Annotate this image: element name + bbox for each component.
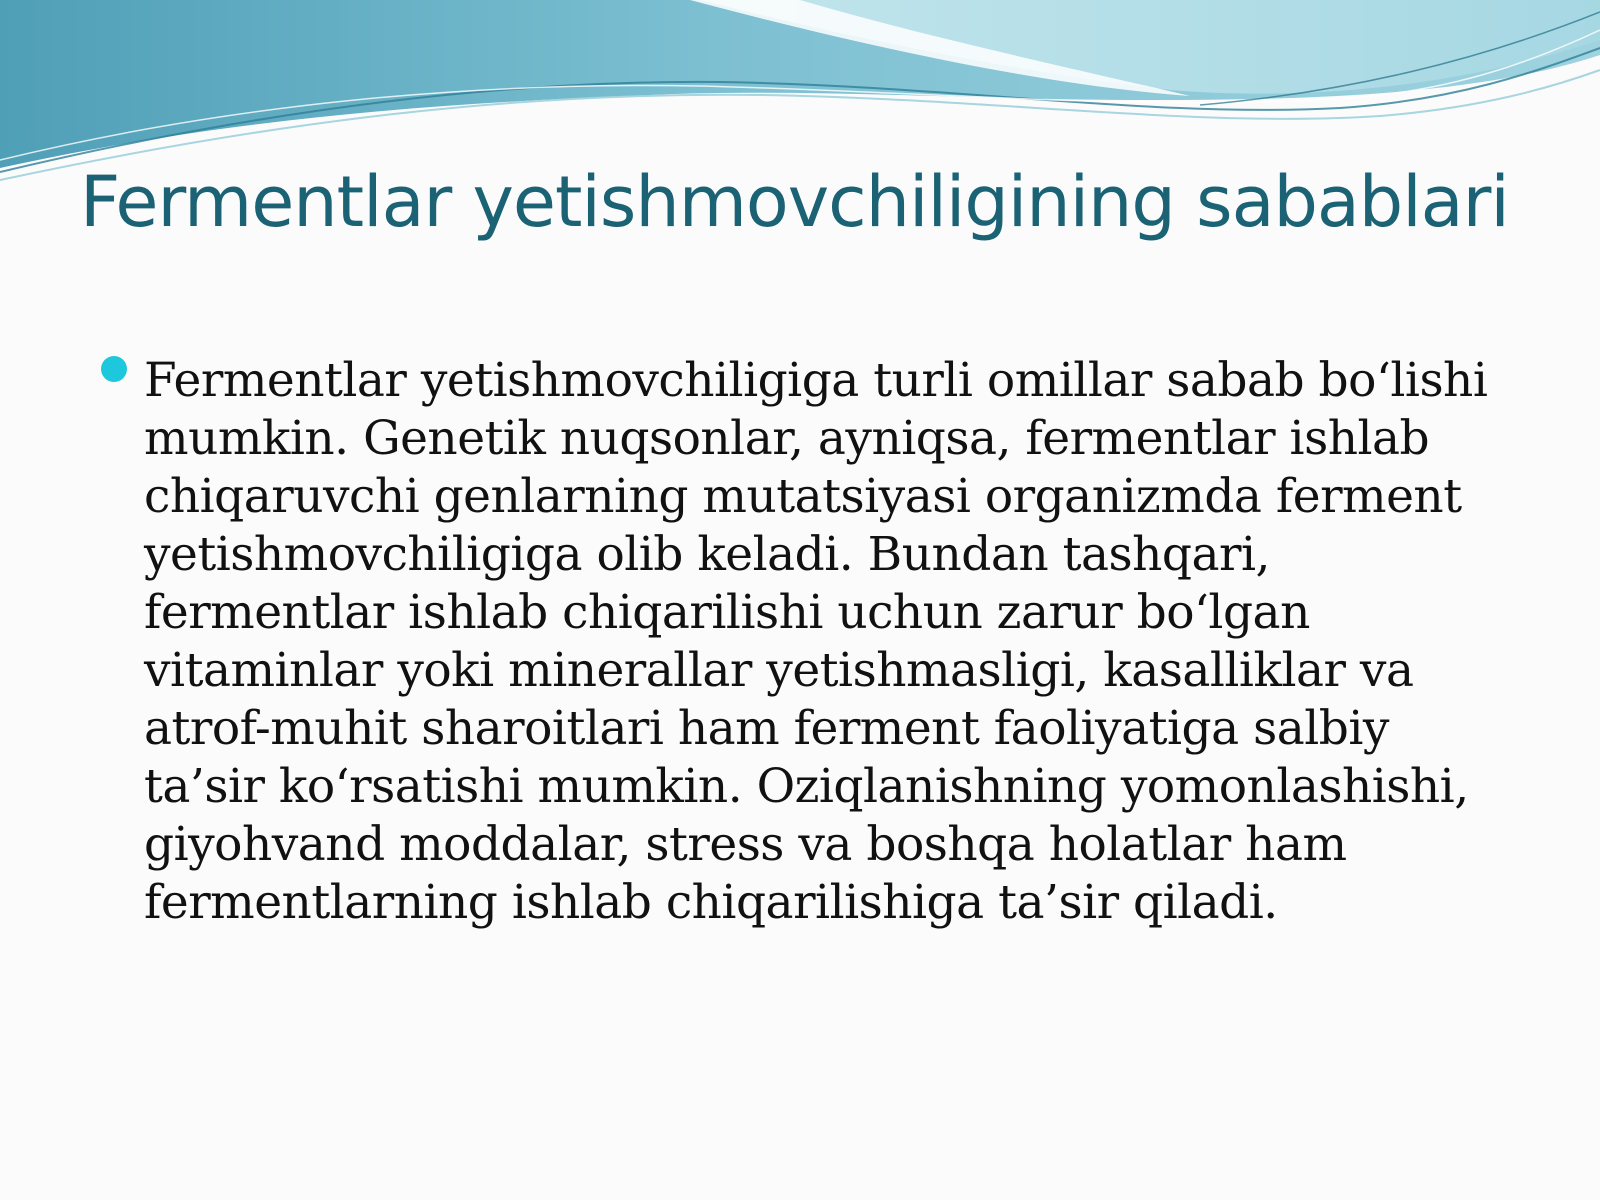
bullet-text: Fermentlar yetishmovchiligiga turli omillar sabab bo‘lishi mumkin. Genetik nuqsonlar, ayniqsa, fermentlar ishlab chiqaruvchi genlarning mutatsiyasi organizmda ferment yetishmovchiligiga olib keladi. Bundan tashqari, fermentlar ishlab chiqarilishi uchun zarur bo‘lgan vitaminlar yoki minerallar yetishmasligi, kasalliklar va atrof-muhit sharoitlari ham ferment faoliyatiga salbiy ta’sir ko‘rsatishi mumkin. Oziqlanishning yomonlashishi, giyohvand moddalar, stress va boshqa holatlar ham fermentlarning ishlab chiqarilishiga ta’sir qiladi. bbox=[144, 353, 1488, 930]
bullet-item bbox=[98, 352, 1518, 932]
slide-title: Fermentlar yetishmovchiligining sabablari bbox=[80, 161, 1509, 243]
bullet-dot-icon bbox=[101, 356, 127, 382]
bullet-list bbox=[98, 352, 1518, 932]
